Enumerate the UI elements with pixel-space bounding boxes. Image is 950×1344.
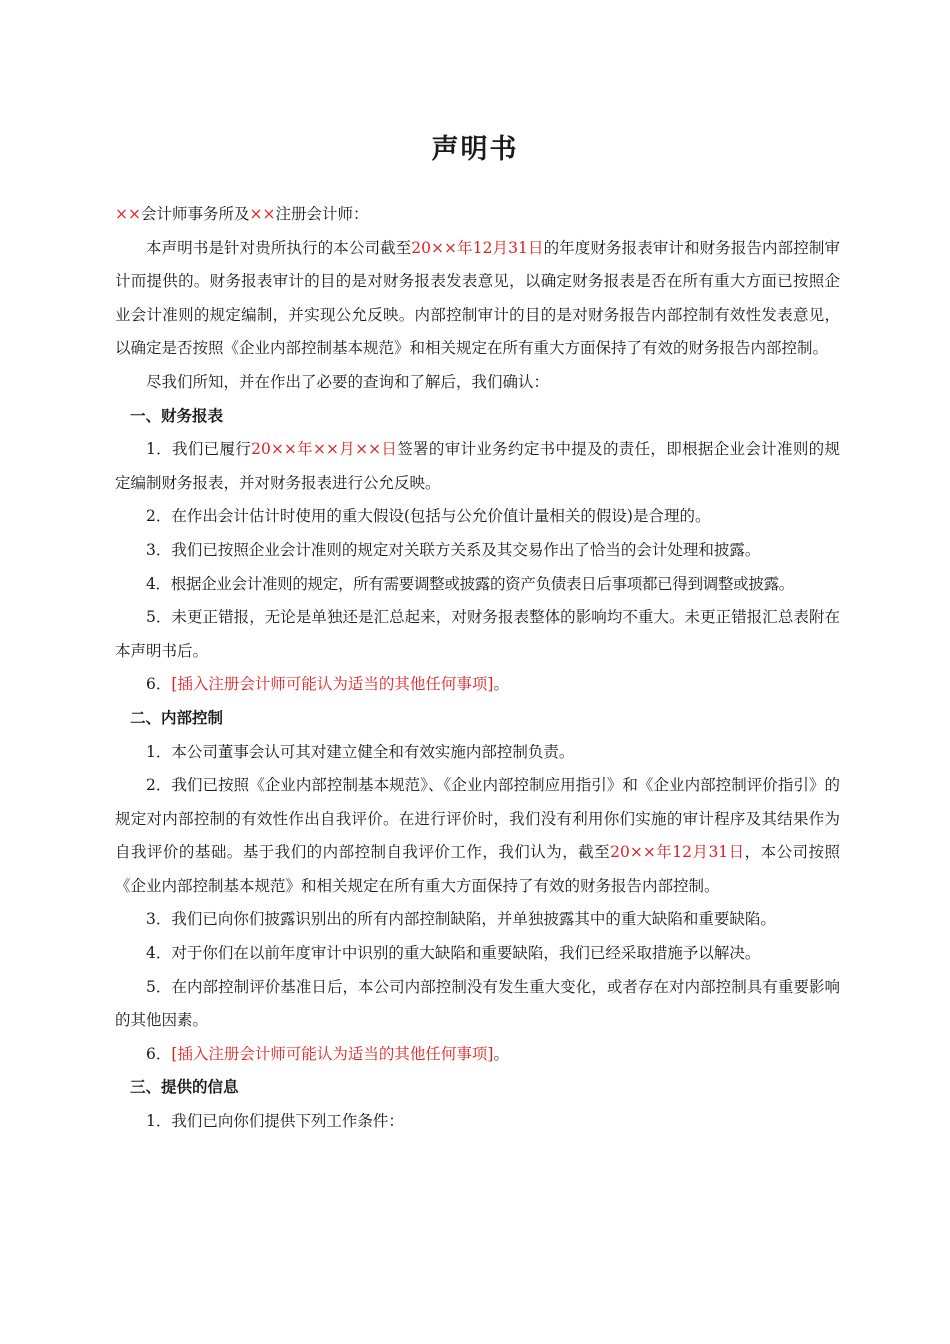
ic-item-2-text-b: ，本公司按照《企业内部控制基本规范》和相关规定在所有重大方面保持了有效的财务报告内部控制。 [115,843,840,895]
fs-item-1-text-b: 签署的审计业务约定书中提及的责任，即根据企业会计准则的规定编制财务报表，并对财务报表进行公允反映。 [115,440,840,492]
fs-item-3: 3．我们已按照企业会计准则的规定对关联方关系及其交易作出了恰当的会计处理和披露。 [146,540,761,559]
ic-item-6-placeholder: [插入注册会计师可能认为适当的其他任何事项] [171,1044,494,1063]
fs-item-6-placeholder: [插入注册会计师可能认为适当的其他任何事项] [171,675,494,694]
document-body [115,198,840,1139]
section-heading-internal-control: 二、内部控制 [130,708,224,727]
fs-item-1-date-placeholder: 20××年××月××日 [251,440,398,459]
ic-item-2-date-placeholder: 20××年12月31日 [610,843,745,862]
fs-item-6-number: 6． [146,675,172,694]
ic-item-1: 1．本公司董事会认可其对建立健全和有效实施内部控制负责。 [146,742,575,761]
ic-item-2-text-a: 2．我们已按照《企业内部控制基本规范》、《企业内部控制应用指引》和《企业内部控制评价指引》的规定对内部控制的有效性作出自我评价。在进行评价时，我们没有利用你们实施的审计程序及其结果作为自我评价的基础。基于我们的内部控制自我评价工作，我们认为，截至 [115,776,840,862]
intro-text-2: 的年度财务报表审计和财务报告内部控制审计而提供的。财务报表审计的目的是对财务报表发表意见，以确定财务报表是否在所有重大方面已按照企业会计准则的规定编制，并实现公允反映。内部控制审计的目的是对财务报告内部控制有效性发表意见，以确定是否按照《企业内部控制基本规范》和相关规定在所有重大方面保持了有效的财务报告内部控制。 [115,238,840,358]
fs-item-2: 2．在作出会计估计时使用的重大假设(包括与公允价值计量相关的假设)是合理的。 [146,507,711,526]
confirm-paragraph: 尽我们所知，并在作出了必要的查询和了解后，我们确认： [146,372,550,391]
fs-item-5: 5．未更正错报，无论是单独还是汇总起来，对财务报表整体的影响均不重大。未更正错报汇总表附在本声明书后。 [115,608,840,660]
ic-item-3: 3．我们已向你们披露识别出的所有内部控制缺陷，并单独披露其中的重大缺陷和重要缺陷。 [146,910,776,929]
ic-item-4: 4．对于你们在以前年度审计中识别的重大缺陷和重要缺陷，我们已经采取措施予以解决。 [146,944,761,963]
fs-item-1 [115,433,840,500]
addressee-firm-placeholder: ×× [115,205,141,223]
info-item-1: 1．我们已向你们提供下列工作条件： [146,1112,404,1131]
section-heading-information-provided: 三、提供的信息 [130,1078,239,1097]
fs-item-1-text-a: 1．我们已履行 [146,440,252,459]
fs-item-4: 4．根据企业会计准则的规定，所有需要调整或披露的资产负债表日后事项都已得到调整或披露。 [146,574,794,593]
intro-date-placeholder: 20××年12月31日 [411,238,544,257]
ic-item-6-number: 6． [146,1044,172,1063]
addressee-line [115,198,840,232]
document-title: 声明书 [431,134,519,165]
addressee-cpa-placeholder: ×× [249,205,276,223]
addressee-text-firm: 会计师事务所及 [140,205,250,223]
intro-paragraph [115,232,840,366]
fs-item-6 [115,668,840,702]
addressee-text-cpa: 注册会计师： [275,205,369,223]
ic-item-6-end: 。 [493,1044,509,1063]
ic-item-5: 5．在内部控制评价基准日后，本公司内部控制没有发生重大变化，或者存在对内部控制具有重要影响的其他因素。 [115,977,840,1030]
fs-item-6-end: 。 [493,675,509,694]
ic-item-2 [115,769,840,903]
ic-item-6 [115,1038,840,1072]
intro-text-1: 本声明书是针对贵所执行的本公司截至 [146,238,412,257]
section-heading-financial-statements: 一、财务报表 [130,406,224,425]
